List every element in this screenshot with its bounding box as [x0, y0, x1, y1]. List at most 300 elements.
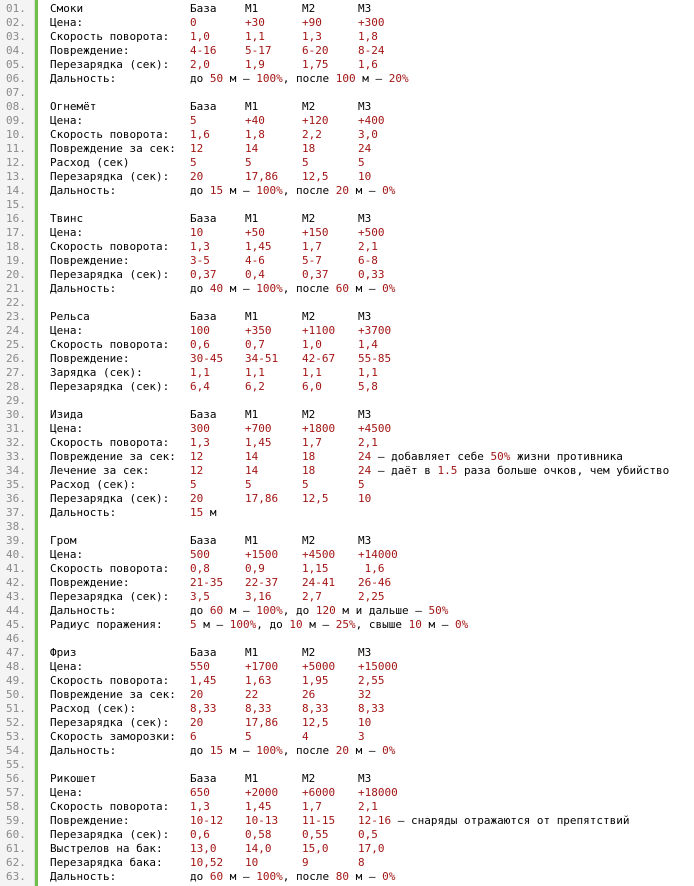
code-line [0, 198, 694, 212]
code-line [0, 72, 694, 86]
code-line [0, 562, 694, 576]
level-header: M2 [302, 2, 316, 15]
stat-value: 1,1 [245, 30, 265, 43]
stat-value: 1,6 [358, 58, 378, 71]
stat-value: 1,45 [245, 240, 272, 253]
line-number: 01. [6, 2, 26, 15]
stat-label: Скорость поворота: [50, 674, 170, 687]
stat-value: 42-67 [302, 352, 336, 365]
stat-value: 20 [190, 716, 204, 729]
stat-label: Расход (сек): [50, 478, 137, 491]
line-number: 18. [6, 240, 26, 253]
stat-label: Дальность: [50, 506, 117, 519]
line-number: 15. [6, 198, 26, 211]
stat-value: +40 [245, 114, 265, 127]
stat-value: 4 [302, 730, 309, 743]
stat-value: 6-8 [358, 254, 378, 267]
stat-value: 13,0 [190, 842, 217, 855]
stat-value: до 40 м — 100%, после 60 м — 0% [190, 282, 396, 295]
stat-label: Перезарядка (сек): [50, 58, 170, 71]
stat-value: 1,6 [190, 128, 210, 141]
stat-label: Повреждение за сек: [50, 688, 176, 701]
stat-value: 1,15 [302, 562, 329, 575]
stat-label: Повреждение за сек: [50, 450, 176, 463]
code-line [0, 156, 694, 170]
line-number: 39. [6, 534, 26, 547]
line-number: 46. [6, 632, 26, 645]
level-header: M3 [358, 772, 372, 785]
level-header: M1 [245, 2, 259, 15]
stat-value: 1,1 [358, 366, 378, 379]
stat-value: 1,4 [358, 338, 378, 351]
stat-value: 17,86 [245, 716, 279, 729]
level-header: M3 [358, 646, 372, 659]
stat-value: +1500 [245, 548, 279, 561]
stat-label: Цена: [50, 226, 84, 239]
stat-value: 10-12 [190, 814, 224, 827]
stat-value: 1,75 [302, 58, 329, 71]
stat-value: 0,8 [190, 562, 210, 575]
stat-value: 1,0 [302, 338, 322, 351]
line-number: 20. [6, 268, 26, 281]
stat-value: 6,0 [302, 380, 322, 393]
level-header: M2 [302, 646, 316, 659]
line-number: 09. [6, 114, 26, 127]
stat-value: 1,3 [190, 240, 210, 253]
stat-label: Повреждение: [50, 352, 130, 365]
line-number: 23. [6, 310, 26, 323]
code-line [0, 212, 694, 226]
stat-label: Лечение за сек: [50, 464, 150, 477]
stat-label: Выстрелов на бак: [50, 842, 163, 855]
stat-value: 1,7 [302, 800, 322, 813]
stat-value: 12-16 — снаряды отражаются от препятствий [358, 814, 630, 827]
stat-label: Дальность: [50, 184, 117, 197]
code-line [0, 142, 694, 156]
stat-value: 1,9 [245, 58, 265, 71]
stat-label: Цена: [50, 16, 84, 29]
code-line [0, 366, 694, 380]
stat-value: 21-35 [190, 576, 224, 589]
line-number: 41. [6, 562, 26, 575]
stat-value: 0,9 [245, 562, 265, 575]
line-number: 27. [6, 366, 26, 379]
stat-value: 2,2 [302, 128, 322, 141]
line-number: 40. [6, 548, 26, 561]
stat-value: 14 [245, 464, 259, 477]
stat-value: +90 [302, 16, 322, 29]
stat-value: +15000 [358, 660, 398, 673]
line-number: 25. [6, 338, 26, 351]
stat-value: 650 [190, 786, 210, 799]
stat-value: 5 [190, 114, 197, 127]
stat-value: +2000 [245, 786, 279, 799]
level-header: M2 [302, 100, 316, 113]
code-line [0, 114, 694, 128]
stat-value: 18 [302, 450, 316, 463]
stat-value: +700 [245, 422, 272, 435]
stat-value: 2,0 [190, 58, 210, 71]
code-line [0, 44, 694, 58]
stat-label: Скорость поворота: [50, 128, 170, 141]
stat-value: 12,5 [302, 716, 329, 729]
stat-label: Повреждение: [50, 576, 130, 589]
stat-value: +50 [245, 226, 265, 239]
level-header: M1 [245, 408, 259, 421]
level-header: M1 [245, 534, 259, 547]
level-header: M3 [358, 534, 372, 547]
level-header: M1 [245, 212, 259, 225]
stat-value: 10 [358, 716, 372, 729]
stat-value: 6-20 [302, 44, 329, 57]
line-number: 02. [6, 16, 26, 29]
stat-value: 1,8 [358, 30, 378, 43]
code-line [0, 520, 694, 534]
code-line [0, 702, 694, 716]
line-number: 17. [6, 226, 26, 239]
stat-value: 6,2 [245, 380, 265, 393]
line-number: 56. [6, 772, 26, 785]
stat-value: 1,3 [302, 30, 322, 43]
stat-value: 0,6 [190, 338, 210, 351]
stat-label: Скорость поворота: [50, 562, 170, 575]
stat-value: 5 [302, 156, 309, 169]
stat-label: Цена: [50, 548, 84, 561]
stat-value: 20 [190, 492, 204, 505]
stat-label: Перезарядка (сек): [50, 828, 170, 841]
code-line [0, 240, 694, 254]
stat-label: Цена: [50, 114, 84, 127]
code-line [0, 2, 694, 16]
code-line [0, 184, 694, 198]
stat-label: Повреждение: [50, 814, 130, 827]
stat-label: Дальность: [50, 870, 117, 883]
level-header: M1 [245, 310, 259, 323]
code-line [0, 576, 694, 590]
code-line [0, 58, 694, 72]
stat-value: 10 [358, 170, 372, 183]
stat-value: 10,52 [190, 856, 224, 869]
line-number: 31. [6, 422, 26, 435]
level-header: База [190, 772, 217, 785]
stat-value: 0,5 [358, 828, 378, 841]
level-header: M2 [302, 310, 316, 323]
stat-value: 8,33 [245, 702, 272, 715]
stat-value: 17,0 [358, 842, 385, 855]
line-number: 05. [6, 58, 26, 71]
level-header: M2 [302, 534, 316, 547]
line-number: 48. [6, 660, 26, 673]
stat-value: до 60 м — 100%, после 80 м — 0% [190, 870, 396, 883]
stat-value: 1,0 [190, 30, 210, 43]
code-line [0, 436, 694, 450]
stat-label: Перезарядка (сек): [50, 590, 170, 603]
code-line [0, 226, 694, 240]
stat-value: 5 [358, 478, 365, 491]
stat-label: Перезарядка (сек): [50, 716, 170, 729]
stat-value: 5 [245, 156, 252, 169]
level-header: M2 [302, 408, 316, 421]
stat-value: 5-7 [302, 254, 322, 267]
stat-value: 18 [302, 464, 316, 477]
line-number: 34. [6, 464, 26, 477]
stat-label: Перезарядка (сек): [50, 268, 170, 281]
code-line [0, 422, 694, 436]
stat-value: до 60 м — 100%, до 120 м и дальше — 50% [190, 604, 449, 617]
stat-label: Расход (сек): [50, 702, 137, 715]
stat-value: 8,33 [358, 702, 385, 715]
code-line [0, 730, 694, 744]
stat-value: 0,55 [302, 828, 329, 841]
stat-label: Цена: [50, 324, 84, 337]
code-line [0, 394, 694, 408]
code-line [0, 268, 694, 282]
stat-value: 18 [302, 142, 316, 155]
code-line [0, 800, 694, 814]
stat-value: +400 [358, 114, 385, 127]
stat-value: 2,1 [358, 436, 378, 449]
code-line [0, 814, 694, 828]
stat-value: до 50 м — 100%, после 100 м — 20% [190, 72, 409, 85]
level-header: M3 [358, 310, 372, 323]
stat-value: до 15 м — 100%, после 20 м — 0% [190, 744, 396, 757]
stat-value: 24-41 [302, 576, 336, 589]
line-number: 49. [6, 674, 26, 687]
level-header: База [190, 100, 217, 113]
stat-label: Перезарядка (сек): [50, 170, 170, 183]
stat-value: 17,86 [245, 170, 279, 183]
level-header: M2 [302, 772, 316, 785]
stat-value: +4500 [358, 422, 392, 435]
stat-label: Перезарядка (сек): [50, 492, 170, 505]
stat-value: 24 [358, 142, 372, 155]
stat-value: 11-15 [302, 814, 336, 827]
stat-value: 26-46 [358, 576, 392, 589]
stat-value: 8 [358, 856, 365, 869]
stat-value: 2,55 [358, 674, 385, 687]
stat-value: 10 [190, 226, 204, 239]
stat-value: 8-24 [358, 44, 385, 57]
code-line [0, 618, 694, 632]
line-number: 04. [6, 44, 26, 57]
level-header: База [190, 646, 217, 659]
line-number: 38. [6, 520, 26, 533]
line-number: 50. [6, 688, 26, 701]
stat-value: 22 [245, 688, 259, 701]
stat-value: 12,5 [302, 492, 329, 505]
stat-value: 14 [245, 142, 259, 155]
stat-value: +120 [302, 114, 329, 127]
line-number: 19. [6, 254, 26, 267]
stat-label: Скорость поворота: [50, 800, 170, 813]
level-header: База [190, 408, 217, 421]
stat-value: 2,1 [358, 800, 378, 813]
stat-value: 20 [190, 688, 204, 701]
line-number: 59. [6, 814, 26, 827]
stat-value: 24 — добавляет себе 50% жизни противника [358, 450, 623, 463]
stat-value: 10 [358, 492, 372, 505]
line-number: 35. [6, 478, 26, 491]
code-line [0, 828, 694, 842]
stat-value: +6000 [302, 786, 336, 799]
line-number: 07. [6, 86, 26, 99]
code-line [0, 646, 694, 660]
weapon-name: Изида [50, 408, 84, 421]
level-header: M1 [245, 100, 259, 113]
stat-value: 1,3 [190, 436, 210, 449]
code-line [0, 758, 694, 772]
code-line [0, 604, 694, 618]
code-line [0, 352, 694, 366]
stat-label: Скорость поворота: [50, 240, 170, 253]
stat-value: +300 [358, 16, 385, 29]
stat-value: 100 [190, 324, 210, 337]
level-header: База [190, 310, 217, 323]
stat-value: 0,37 [302, 268, 329, 281]
line-number: 26. [6, 352, 26, 365]
stat-value: 3-5 [190, 254, 210, 267]
level-header: M3 [358, 100, 372, 113]
stat-value: 0,58 [245, 828, 272, 841]
code-line [0, 506, 694, 520]
line-number: 54. [6, 744, 26, 757]
line-number: 22. [6, 296, 26, 309]
stat-value: 5 [358, 156, 365, 169]
line-number: 37. [6, 506, 26, 519]
line-number: 52. [6, 716, 26, 729]
line-number: 13. [6, 170, 26, 183]
line-number: 43. [6, 590, 26, 603]
stat-value: до 15 м — 100%, после 20 м — 0% [190, 184, 396, 197]
line-number: 21. [6, 282, 26, 295]
stat-label: Скорость поворота: [50, 338, 170, 351]
stat-value: 6 [190, 730, 197, 743]
line-number: 53. [6, 730, 26, 743]
code-line [0, 464, 694, 478]
code-line [0, 786, 694, 800]
stat-value: +18000 [358, 786, 398, 799]
code-line [0, 16, 694, 30]
code-line [0, 296, 694, 310]
weapon-name: Огнемёт [50, 100, 97, 113]
stat-value: +1100 [302, 324, 336, 337]
weapon-name: Фриз [50, 646, 77, 659]
line-number: 03. [6, 30, 26, 43]
stat-value: 0,37 [190, 268, 217, 281]
stat-value: 12 [190, 450, 204, 463]
line-number: 30. [6, 408, 26, 421]
weapon-name: Рельса [50, 310, 90, 323]
stat-value: 12,5 [302, 170, 329, 183]
stat-label: Повреждение за сек: [50, 142, 176, 155]
stat-label: Перезарядка бака: [50, 856, 163, 869]
code-line [0, 310, 694, 324]
line-number: 06. [6, 72, 26, 85]
stat-value: 17,86 [245, 492, 279, 505]
stat-label: Перезарядка (сек): [50, 380, 170, 393]
stat-value: 1,45 [245, 436, 272, 449]
code-line [0, 282, 694, 296]
level-header: M2 [302, 212, 316, 225]
stat-value: 1,6 [364, 562, 385, 575]
line-number: 42. [6, 576, 26, 589]
line-number: 62. [6, 856, 26, 869]
line-number: 36. [6, 492, 26, 505]
code-line [0, 408, 694, 422]
level-header: База [190, 534, 217, 547]
stat-value: 22-37 [245, 576, 279, 589]
stat-label: Повреждение: [50, 44, 130, 57]
stat-label: Дальность: [50, 282, 117, 295]
stat-value: +150 [302, 226, 329, 239]
stat-value: 4-16 [190, 44, 217, 57]
line-number: 12. [6, 156, 26, 169]
stat-value: 2,1 [358, 240, 378, 253]
stat-value: 8,33 [190, 702, 217, 715]
line-number: 10. [6, 128, 26, 141]
stat-value: 3,16 [245, 590, 272, 603]
stat-value: 12 [190, 142, 204, 155]
code-line [0, 632, 694, 646]
stat-value: +350 [245, 324, 272, 337]
code-line [0, 86, 694, 100]
stat-value: 30-45 [190, 352, 224, 365]
stat-label: Цена: [50, 660, 84, 673]
stat-value: 5 [190, 156, 197, 169]
stat-value: 300 [190, 422, 210, 435]
stat-label: Радиус поражения: [50, 618, 163, 631]
line-number: 28. [6, 380, 26, 393]
stat-value: 500 [190, 548, 210, 561]
stat-value: 12 [190, 464, 204, 477]
line-number: 45. [6, 618, 26, 631]
weapon-name: Твинс [50, 212, 84, 225]
code-line [0, 716, 694, 730]
stat-value: 0 [190, 16, 197, 29]
stat-value: +5000 [302, 660, 336, 673]
code-line [0, 870, 694, 884]
code-line [0, 688, 694, 702]
stat-value: 1,1 [302, 366, 322, 379]
stat-value: 5 [302, 478, 309, 491]
stat-value: 9 [302, 856, 309, 869]
stat-value: 32 [358, 688, 372, 701]
stat-value: 55-85 [358, 352, 392, 365]
code-line [0, 324, 694, 338]
code-line [0, 842, 694, 856]
code-line [0, 744, 694, 758]
stat-label: Дальность: [50, 72, 117, 85]
stat-value: 20 [190, 170, 204, 183]
stat-value: 0,6 [190, 828, 210, 841]
code-line [0, 170, 694, 184]
stat-value: 2,25 [358, 590, 385, 603]
level-header: M3 [358, 408, 372, 421]
line-number: 51. [6, 702, 26, 715]
code-line [0, 590, 694, 604]
code-line [0, 478, 694, 492]
line-number: 60. [6, 828, 26, 841]
weapon-name: Гром [50, 534, 77, 547]
line-number: 47. [6, 646, 26, 659]
stat-value: 26 [302, 688, 316, 701]
line-number: 55. [6, 758, 26, 771]
stat-value: 3 [358, 730, 365, 743]
stat-value: 14,0 [245, 842, 272, 855]
line-number: 61. [6, 842, 26, 855]
stat-value: 34-51 [245, 352, 279, 365]
code-line [0, 450, 694, 464]
